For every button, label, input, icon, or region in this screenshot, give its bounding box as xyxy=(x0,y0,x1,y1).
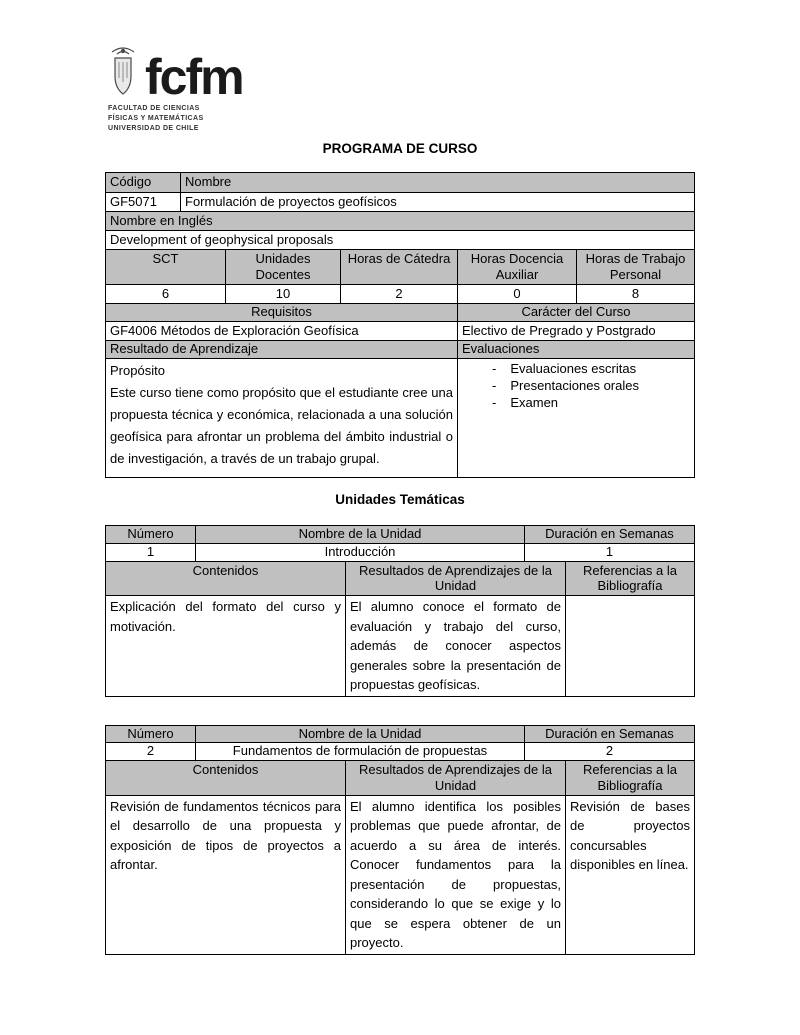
logo-caption-line: FÍSICAS Y MATEMÁTICAS xyxy=(108,114,204,122)
resultado-evaluaciones-table xyxy=(105,340,695,478)
duracion-header-cell: Duración en Semanas xyxy=(525,525,695,543)
nombre-ingles-header-cell: Nombre en Inglés xyxy=(106,211,695,230)
unit-1-header-table xyxy=(105,525,695,562)
requisitos-value-cell: GF4006 Métodos de Exploración Geofísica xyxy=(106,321,458,340)
unit-2-content-table xyxy=(105,760,695,954)
duracion-header-cell: Duración en Semanas xyxy=(525,725,695,743)
evaluacion-item: - Examen xyxy=(462,394,690,411)
nombre-unidad-header-cell: Nombre de la Unidad xyxy=(196,725,525,743)
unit-1-content-table xyxy=(105,561,695,697)
unit-1-resultados-cell: El alumno conoce el formato de evaluación y trabajo del curso, además de conocer aspectos generales sobre la presentación de propuestas geofísicas. xyxy=(346,596,566,697)
proposito-title: Propósito xyxy=(110,362,165,378)
resultados-header-cell: Resultados de Aprendizajes de la Unidad xyxy=(346,561,566,595)
course-code-table xyxy=(105,172,695,212)
uchile-emblem-icon xyxy=(108,42,138,100)
page-content xyxy=(105,40,695,955)
unit-gap xyxy=(105,697,695,725)
unit-1-numero-cell: 1 xyxy=(106,543,196,561)
unit-2-resultados-cell: El alumno identifica los posibles problemas que puede afrontar, de acuerdo a su área de interés. Conocer fundamentos para la presentación de propuestas, considerando lo que se exige y lo que se espera obtener de un proyecto. xyxy=(346,795,566,954)
sct-value-cell: 6 xyxy=(106,284,226,303)
logo-row xyxy=(108,40,695,105)
proposito-text: Este curso tiene como propósito que el estudiante cree una propuesta técnica y económica, relacionada a una solución geofísica para afrontar un problema del ámbito industrial o de investigación, a través de un trabajo grupal. xyxy=(110,385,453,467)
unit-2-block xyxy=(105,725,695,955)
logo-caption-line: FACULTAD DE CIENCIAS xyxy=(108,105,200,112)
unit-2-referencias-cell: Revisión de bases de proyectos concursables disponibles en línea. xyxy=(566,795,695,954)
nombre-value-cell: Formulación de proyectos geofísicos xyxy=(181,192,695,211)
resultado-header-cell: Resultado de Aprendizaje xyxy=(106,341,458,359)
fcfm-wordmark: fcfm xyxy=(145,49,243,105)
unit-1-block xyxy=(105,525,695,697)
unidades-docentes-header-cell: Unidades Docentes xyxy=(226,250,341,284)
hours-table xyxy=(105,249,695,303)
codigo-value-cell: GF5071 xyxy=(106,192,181,211)
evaluaciones-cell xyxy=(458,358,695,477)
unit-2-numero-cell: 2 xyxy=(106,743,196,761)
numero-header-cell: Número xyxy=(106,525,196,543)
unit-2-duracion-cell: 2 xyxy=(525,743,695,761)
english-name-table xyxy=(105,211,695,251)
nombre-ingles-value-cell: Development of geophysical proposals xyxy=(106,231,695,250)
unit-2-contenidos-cell: Revisión de fundamentos técnicos para el desarrollo de una propuesta y exposición de tipos de proyectos a afrontar. xyxy=(106,795,346,954)
unit-1-referencias-cell xyxy=(566,596,695,697)
resultados-header-cell: Resultados de Aprendizajes de la Unidad xyxy=(346,761,566,795)
nombre-unidad-header-cell: Nombre de la Unidad xyxy=(196,525,525,543)
referencias-header-cell: Referencias a la Bibliografía xyxy=(566,561,695,595)
nombre-header-cell: Nombre xyxy=(181,173,695,192)
fcfm-logo xyxy=(108,40,695,133)
units-section-title: Unidades Temáticas xyxy=(335,491,465,507)
contenidos-header-cell: Contenidos xyxy=(106,561,346,595)
horas-trabajo-personal-value-cell: 8 xyxy=(577,284,695,303)
horas-catedra-header-cell: Horas de Cátedra xyxy=(341,250,458,284)
logo-caption xyxy=(108,104,695,133)
caracter-header-cell: Carácter del Curso xyxy=(458,303,695,321)
evaluacion-item: - Evaluaciones escritas xyxy=(462,360,690,377)
horas-trabajo-personal-header-cell: Horas de Trabajo Personal xyxy=(577,250,695,284)
caracter-value-cell: Electivo de Pregrado y Postgrado xyxy=(458,321,695,340)
resultado-aprendizaje-cell xyxy=(106,358,458,477)
logo-caption-line: UNIVERSIDAD DE CHILE xyxy=(108,124,199,132)
horas-docencia-auxiliar-header-cell: Horas Docencia Auxiliar xyxy=(458,250,577,284)
unit-1-nombre-cell: Introducción xyxy=(196,543,525,561)
evaluaciones-header-cell: Evaluaciones xyxy=(458,341,695,359)
requisitos-table xyxy=(105,303,695,341)
unit-1-duracion-cell: 1 xyxy=(525,543,695,561)
unit-2-header-table xyxy=(105,725,695,762)
unidades-docentes-value-cell: 10 xyxy=(226,284,341,303)
requisitos-header-cell: Requisitos xyxy=(106,303,458,321)
document-title: PROGRAMA DE CURSO xyxy=(322,141,478,157)
sct-header-cell: SCT xyxy=(106,250,226,284)
numero-header-cell: Número xyxy=(106,725,196,743)
horas-catedra-value-cell: 2 xyxy=(341,284,458,303)
codigo-header-cell: Código xyxy=(106,173,181,192)
referencias-header-cell: Referencias a la Bibliografía xyxy=(566,761,695,795)
evaluacion-item: - Presentaciones orales xyxy=(462,377,690,394)
contenidos-header-cell: Contenidos xyxy=(106,761,346,795)
unit-1-contenidos-cell: Explicación del formato del curso y motivación. xyxy=(106,596,346,697)
unit-2-nombre-cell: Fundamentos de formulación de propuestas xyxy=(196,743,525,761)
horas-docencia-auxiliar-value-cell: 0 xyxy=(458,284,577,303)
